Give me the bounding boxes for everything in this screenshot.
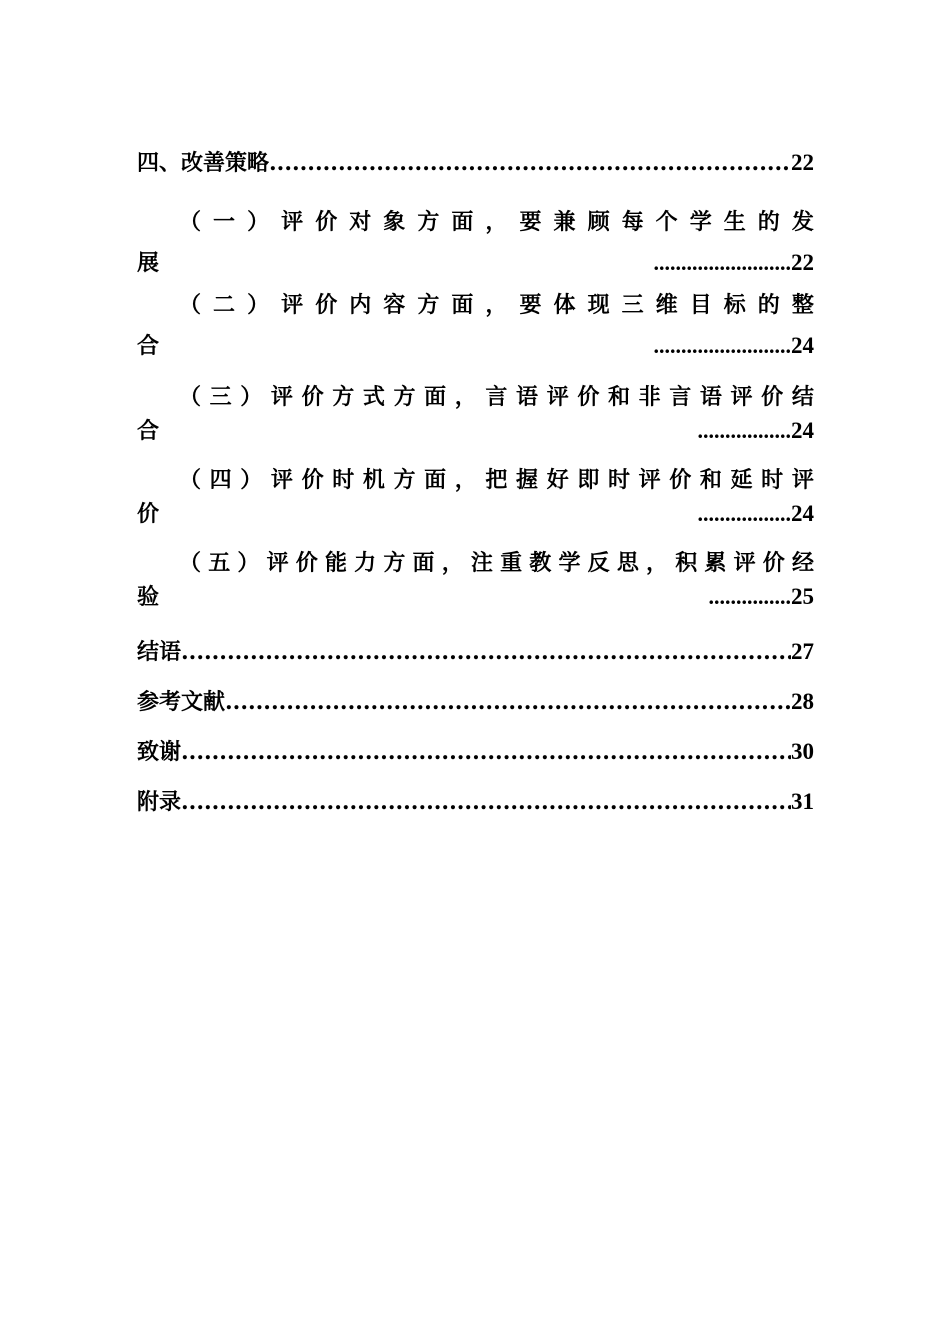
toc-subentry-char: 教 <box>529 550 552 576</box>
toc-subentry-char: 方 <box>383 550 406 576</box>
toc-subentry-char: 价 <box>315 209 338 235</box>
toc-subentry-char: 面 <box>412 550 435 576</box>
toc-subentry-char: 维 <box>655 292 678 318</box>
toc-subentry-char: 累 <box>704 550 727 576</box>
toc-subentry-char: 要 <box>519 292 542 318</box>
toc-subentry-char: 学 <box>558 550 581 576</box>
toc-subentry-tail: 验 <box>137 584 160 610</box>
toc-subentry-3-line2[interactable] <box>137 416 814 446</box>
toc-subentry-char: 非 <box>638 384 661 410</box>
toc-subentry-char: ， <box>485 292 508 318</box>
toc-subentry-char: 目 <box>689 292 712 318</box>
toc-subentry-char: 个 <box>655 209 678 235</box>
toc-subentry-char: ， <box>646 550 669 576</box>
toc-page-number: 27 <box>791 639 814 664</box>
toc-subentry-5-line1[interactable] <box>137 548 814 578</box>
toc-subentry-char: 把 <box>485 467 508 493</box>
toc-leader-dots <box>181 787 791 817</box>
toc-leader-dots: ................. <box>697 418 791 443</box>
toc-subentry-char: 面 <box>451 292 474 318</box>
toc-subentry-char: 机 <box>362 467 385 493</box>
toc-subentry-char: ） <box>240 467 263 493</box>
toc-subentry-char: ） <box>240 384 263 410</box>
toc-subentry-char: （ <box>179 292 202 318</box>
toc-subentry-char: 四 <box>209 467 232 493</box>
toc-subentry-1-line1[interactable] <box>137 207 814 237</box>
toc-entry-acknowledgements[interactable] <box>137 737 814 767</box>
toc-subentry-char: 重 <box>500 550 523 576</box>
toc-subentry-4-line1[interactable] <box>137 465 814 495</box>
toc-subentry-char: 现 <box>587 292 610 318</box>
toc-leader-dots <box>225 687 791 717</box>
toc-subentry-char: 体 <box>553 292 576 318</box>
toc-subentry-char: 标 <box>723 292 746 318</box>
toc-entry-appendix[interactable] <box>137 787 814 817</box>
toc-subentry-char: 评 <box>281 209 304 235</box>
toc-subentry-char: 时 <box>332 467 355 493</box>
toc-subentry-char: 注 <box>470 550 493 576</box>
toc-subentry-tail: 合 <box>137 418 160 444</box>
toc-subentry-char: ， <box>485 209 508 235</box>
toc-subentry-char: 整 <box>791 292 814 318</box>
toc-subentry-char: 言 <box>485 384 508 410</box>
toc-subentry-char: （ <box>179 467 202 493</box>
toc-entry-label: 致谢 <box>137 739 182 765</box>
toc-subentry-char: 结 <box>791 384 814 410</box>
toc-subentry-char: 价 <box>761 384 784 410</box>
toc-subentry-char: 时 <box>761 467 784 493</box>
toc-subentry-char: （ <box>179 384 202 410</box>
toc-subentry-char: 式 <box>362 384 385 410</box>
toc-subentry-char: 方 <box>393 467 416 493</box>
toc-subentry-char: 评 <box>730 384 753 410</box>
toc-subentry-char: 内 <box>349 292 372 318</box>
toc-subentry-char: 方 <box>417 209 440 235</box>
toc-subentry-char: 价 <box>301 467 324 493</box>
toc-subentry-char: 三 <box>621 292 644 318</box>
toc-page-number: 24 <box>791 418 814 443</box>
toc-leader-dots: ......................... <box>653 333 791 358</box>
toc-subentry-char: 评 <box>281 292 304 318</box>
toc-page-number: 31 <box>791 789 814 814</box>
toc-subentry-char: 面 <box>424 384 447 410</box>
toc-subentry-char: 生 <box>723 209 746 235</box>
toc-subentry-char: 面 <box>451 209 474 235</box>
toc-subentry-char: ） <box>237 550 260 576</box>
toc-subentry-2-line1[interactable] <box>137 290 814 320</box>
toc-subentry-char: 二 <box>213 292 236 318</box>
toc-subentry-char: 握 <box>516 467 539 493</box>
toc-subentry-1-line2[interactable] <box>137 248 814 278</box>
toc-subentry-char: 方 <box>417 292 440 318</box>
toc-page-number: 30 <box>791 739 814 764</box>
toc-entry-label: 四、改善策略 <box>137 150 270 176</box>
toc-subentry-char: 价 <box>295 550 318 576</box>
toc-subentry-char: 学 <box>689 209 712 235</box>
toc-subentry-char: 一 <box>213 209 236 235</box>
toc-leader-dots <box>181 737 791 767</box>
toc-leader-dots: ......................... <box>653 250 791 275</box>
toc-subentry-char: 评 <box>270 384 293 410</box>
toc-leader-dots: ............... <box>708 584 791 609</box>
toc-subentry-char: 好 <box>546 467 569 493</box>
toc-subentry-char: 积 <box>675 550 698 576</box>
toc-page-number: 24 <box>791 333 814 358</box>
toc-subentry-char: 即 <box>577 467 600 493</box>
toc-subentry-char: 的 <box>757 292 780 318</box>
toc-subentry-4-line2[interactable] <box>137 499 814 529</box>
toc-subentry-char: 反 <box>587 550 610 576</box>
toc-subentry-char: 评 <box>733 550 756 576</box>
toc-subentry-char: 能 <box>324 550 347 576</box>
toc-leader-dots <box>181 637 791 667</box>
toc-subentry-char: 象 <box>383 209 406 235</box>
toc-entry-strategies[interactable] <box>137 148 814 178</box>
toc-entry-label: 结语 <box>137 639 182 665</box>
toc-subentry-char: ） <box>247 292 270 318</box>
toc-subentry-char: 容 <box>383 292 406 318</box>
toc-subentry-char: 三 <box>209 384 232 410</box>
toc-subentry-3-line1[interactable] <box>137 382 814 412</box>
toc-subentry-char: 顾 <box>587 209 610 235</box>
toc-subentry-char: 评 <box>546 384 569 410</box>
toc-subentry-char: 每 <box>621 209 644 235</box>
toc-subentry-char: 要 <box>519 209 542 235</box>
toc-subentry-5-line2[interactable] <box>137 582 814 612</box>
toc-subentry-char: 延 <box>730 467 753 493</box>
toc-subentry-char: 兼 <box>553 209 576 235</box>
toc-subentry-char: 价 <box>762 550 785 576</box>
toc-page-number: 22 <box>791 250 814 275</box>
toc-subentry-char: （ <box>179 550 202 576</box>
toc-subentry-char: 价 <box>301 384 324 410</box>
toc-subentry-char: 言 <box>669 384 692 410</box>
toc-subentry-char: 评 <box>270 467 293 493</box>
toc-entry-label: 参考文献 <box>137 689 226 715</box>
toc-subentry-char: 和 <box>607 384 630 410</box>
toc-subentry-char: ， <box>454 467 477 493</box>
toc-subentry-char: 语 <box>699 384 722 410</box>
toc-subentry-tail: 价 <box>137 501 160 527</box>
toc-subentry-char: （ <box>179 209 202 235</box>
toc-subentry-char: 对 <box>349 209 372 235</box>
toc-subentry-char: 语 <box>516 384 539 410</box>
toc-entry-label: 附录 <box>137 789 182 815</box>
toc-subentry-char: 经 <box>791 550 814 576</box>
toc-subentry-char: 方 <box>393 384 416 410</box>
toc-subentry-char: 面 <box>424 467 447 493</box>
toc-leader-dots: ................. <box>697 501 791 526</box>
toc-subentry-char: 方 <box>332 384 355 410</box>
toc-subentry-char: 发 <box>791 209 814 235</box>
toc-subentry-char: 思 <box>616 550 639 576</box>
toc-entry-conclusion[interactable] <box>137 637 814 667</box>
toc-subentry-tail: 合 <box>137 333 160 359</box>
toc-subentry-char: 的 <box>757 209 780 235</box>
toc-subentry-char: 价 <box>315 292 338 318</box>
toc-page-number: 22 <box>791 150 814 175</box>
toc-subentry-char: 价 <box>577 384 600 410</box>
toc-entry-references[interactable] <box>137 687 814 717</box>
toc-subentry-char: 价 <box>669 467 692 493</box>
toc-subentry-tail: 展 <box>137 250 160 276</box>
toc-subentry-char: 评 <box>266 550 289 576</box>
toc-page-number: 25 <box>791 584 814 609</box>
toc-page-number: 24 <box>791 501 814 526</box>
toc-subentry-2-line2[interactable] <box>137 331 814 361</box>
toc-subentry-char: 力 <box>354 550 377 576</box>
toc-subentry-char: ） <box>247 209 270 235</box>
toc-subentry-char: 评 <box>638 467 661 493</box>
toc-page-number: 28 <box>791 689 814 714</box>
toc-subentry-char: 评 <box>791 467 814 493</box>
toc-subentry-char: 五 <box>208 550 231 576</box>
toc-subentry-char: 时 <box>607 467 630 493</box>
toc-leader-dots <box>269 148 791 178</box>
toc-subentry-char: 和 <box>699 467 722 493</box>
toc-subentry-char: ， <box>454 384 477 410</box>
toc-subentry-char: ， <box>441 550 464 576</box>
